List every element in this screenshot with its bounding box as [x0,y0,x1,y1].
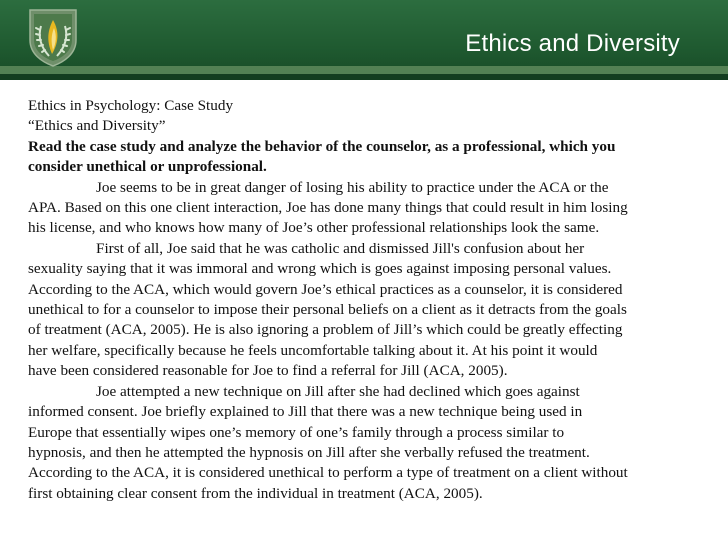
body-text-line: hypnosis, and then he attempted the hypnosis on Jill after she verbally refused the treatment. [28,443,590,461]
assignment-prompt-line: Read the case study and analyze the behavior of the counselor, as a professional, which you [28,137,616,155]
body-text-line: sexuality saying that it was immoral and wrong which is goes against imposing personal values. [28,260,612,278]
body-text-line: Europe that essentially wipes one’s memory of one’s family through a process similar to [28,423,565,441]
header-accent-band [0,66,728,74]
slide-header [0,0,728,80]
body-text-line: Joe seems to be in great danger of losing his ability to practice under the ACA or the [96,178,609,196]
body-text-line: APA. Based on this one client interaction, Joe has done many things that could result in him losing [28,199,628,217]
body-text-line: his license, and who knows how many of Joe’s other professional relationships look the same. [28,219,600,237]
slide-title: Ethics and Diversity [465,30,680,57]
body-text-line: her welfare, specifically because he feels uncomfortable talking about it. At his point it would [28,341,598,359]
case-study-heading: Ethics in Psychology: Case Study [28,97,234,114]
body-text-line: According to the ACA, it is considered unethical to perform a type of treatment on a client without [28,464,628,482]
body-text-line: According to the ACA, which would govern Joe’s ethical practices as a counselor, it is considered [28,280,623,298]
body-text-line: informed consent. Joe briefly explained to Jill that there was a new technique being used in [28,403,583,421]
slide-body [28,96,710,504]
body-text-line: unethical to for a counselor to impose their personal beliefs on a client as it detracts from the goals [28,301,627,319]
wheat-flame-logo-icon [22,6,84,68]
body-text-line: first obtaining clear consent from the individual in treatment (ACA, 2005). [28,484,483,502]
body-text-line: have been considered reasonable for Joe to find a referral for Jill (ACA, 2005). [28,362,508,380]
assignment-prompt-line: consider unethical or unprofessional. [28,158,267,176]
body-text-line: First of all, Joe said that he was catholic and dismissed Jill's confusion about her [96,239,585,257]
header-bottom-band [0,74,728,80]
body-text-line: of treatment (ACA, 2005). He is also ignoring a problem of Jill’s which could be greatly effecting [28,321,623,339]
body-text-line: Joe attempted a new technique on Jill after she had declined which goes against [96,382,580,400]
case-study-subtitle: “Ethics and Diversity” [28,117,166,135]
